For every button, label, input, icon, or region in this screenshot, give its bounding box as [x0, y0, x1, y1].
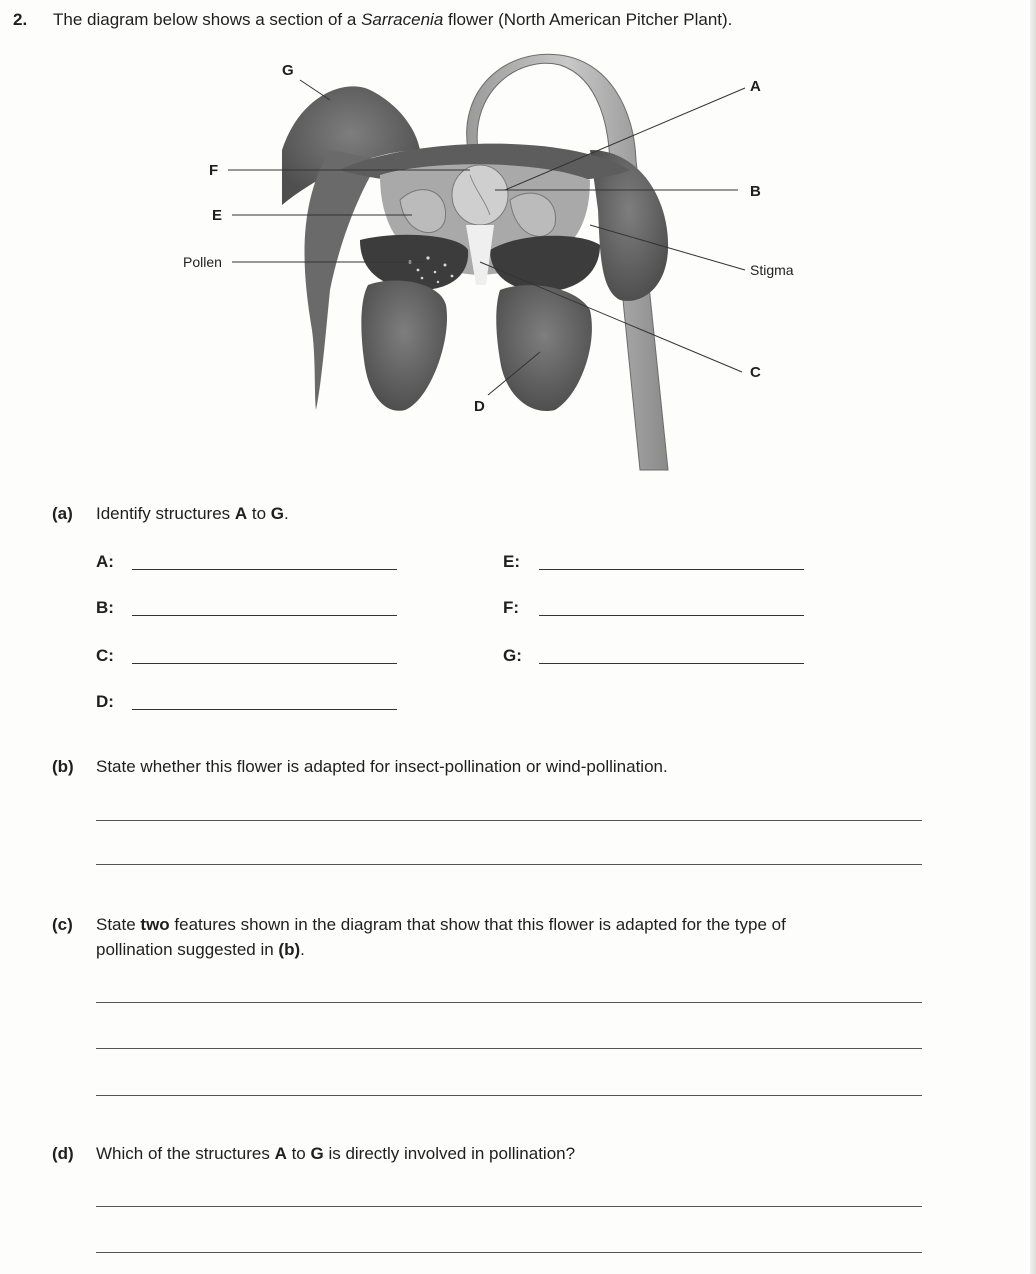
question-text-start: The diagram below shows a section of a [53, 10, 362, 29]
part-b-answer-line-1[interactable] [96, 820, 922, 821]
answer-c [96, 646, 114, 666]
answer-a-label: A: [96, 552, 114, 571]
part-b-text: State whether this flower is adapted for insect-pollination or wind-pollination. [96, 757, 668, 776]
part-a-bold-g: G [270, 504, 285, 523]
part-d-bold-a: A [274, 1144, 287, 1163]
answer-f [503, 598, 519, 618]
part-c-line2-end: . [300, 940, 305, 959]
answer-c-label: C: [96, 646, 114, 665]
part-a-bold-a: A [234, 504, 248, 523]
answer-d-label: D: [96, 692, 114, 711]
answer-a-line[interactable] [132, 569, 397, 570]
answer-b-line[interactable] [132, 615, 397, 616]
answer-d [96, 692, 114, 712]
answer-g-label: G: [503, 646, 522, 665]
question-text-end: flower (North American Pitcher Plant). [443, 10, 733, 29]
label-f: F [209, 162, 219, 179]
answer-e [503, 552, 520, 572]
question-number: 2. [13, 10, 28, 29]
part-a-text: Identify structures [96, 504, 235, 523]
part-b-letter: (b) [52, 757, 74, 776]
flower-section-illustration [0, 0, 1036, 480]
part-a-letter: (a) [52, 504, 73, 523]
label-c: C [750, 364, 761, 381]
part-c-question-line2 [96, 940, 305, 960]
label-stigma: Stigma [750, 262, 794, 278]
part-d-text: Which of the structures [96, 1144, 275, 1163]
part-a-text-mid: to [247, 504, 271, 523]
part-b-question [52, 757, 668, 777]
label-d: D [474, 398, 485, 415]
flower-diagram [0, 0, 1036, 480]
part-c-letter: (c) [52, 915, 73, 934]
part-c-line2-bold: (b) [278, 940, 301, 959]
answer-c-line[interactable] [132, 663, 397, 664]
answer-b-label: B: [96, 598, 114, 617]
part-d-text-mid: to [286, 1144, 311, 1163]
part-c-line2-text: pollination suggested in [96, 940, 279, 959]
answer-b [96, 598, 114, 618]
part-a-question [52, 504, 289, 524]
part-a-text-end: . [284, 504, 289, 523]
label-pollen: Pollen [183, 254, 222, 270]
part-c-question [52, 915, 786, 935]
part-c-answer-line-2[interactable] [96, 1048, 922, 1049]
part-d-answer-line-1[interactable] [96, 1206, 922, 1207]
part-d-answer-line-2[interactable] [96, 1252, 922, 1253]
part-c-answer-line-1[interactable] [96, 1002, 922, 1003]
label-b: B [750, 183, 761, 200]
answer-e-label: E: [503, 552, 520, 571]
answer-e-line[interactable] [539, 569, 804, 570]
part-d-letter: (d) [52, 1144, 74, 1163]
answer-f-line[interactable] [539, 615, 804, 616]
label-e: E [212, 207, 223, 224]
answer-g-line[interactable] [539, 663, 804, 664]
label-g: G [282, 62, 294, 79]
answer-d-line[interactable] [132, 709, 397, 710]
part-b-answer-line-2[interactable] [96, 864, 922, 865]
part-c-bold: two [140, 915, 170, 934]
question-text-italic: Sarracenia [361, 10, 444, 29]
label-a: A [750, 78, 761, 95]
part-c-text-end: features shown in the diagram that show that this flower is adapted for the type of [169, 915, 786, 934]
part-c-answer-line-3[interactable] [96, 1095, 922, 1096]
answer-f-label: F: [503, 598, 520, 617]
answer-a [96, 552, 114, 572]
part-d-question [52, 1144, 575, 1164]
part-d-bold-g: G [310, 1144, 324, 1163]
part-d-text-end: is directly involved in pollination? [323, 1144, 576, 1163]
part-c-text: State [96, 915, 141, 934]
answer-g [503, 646, 522, 666]
